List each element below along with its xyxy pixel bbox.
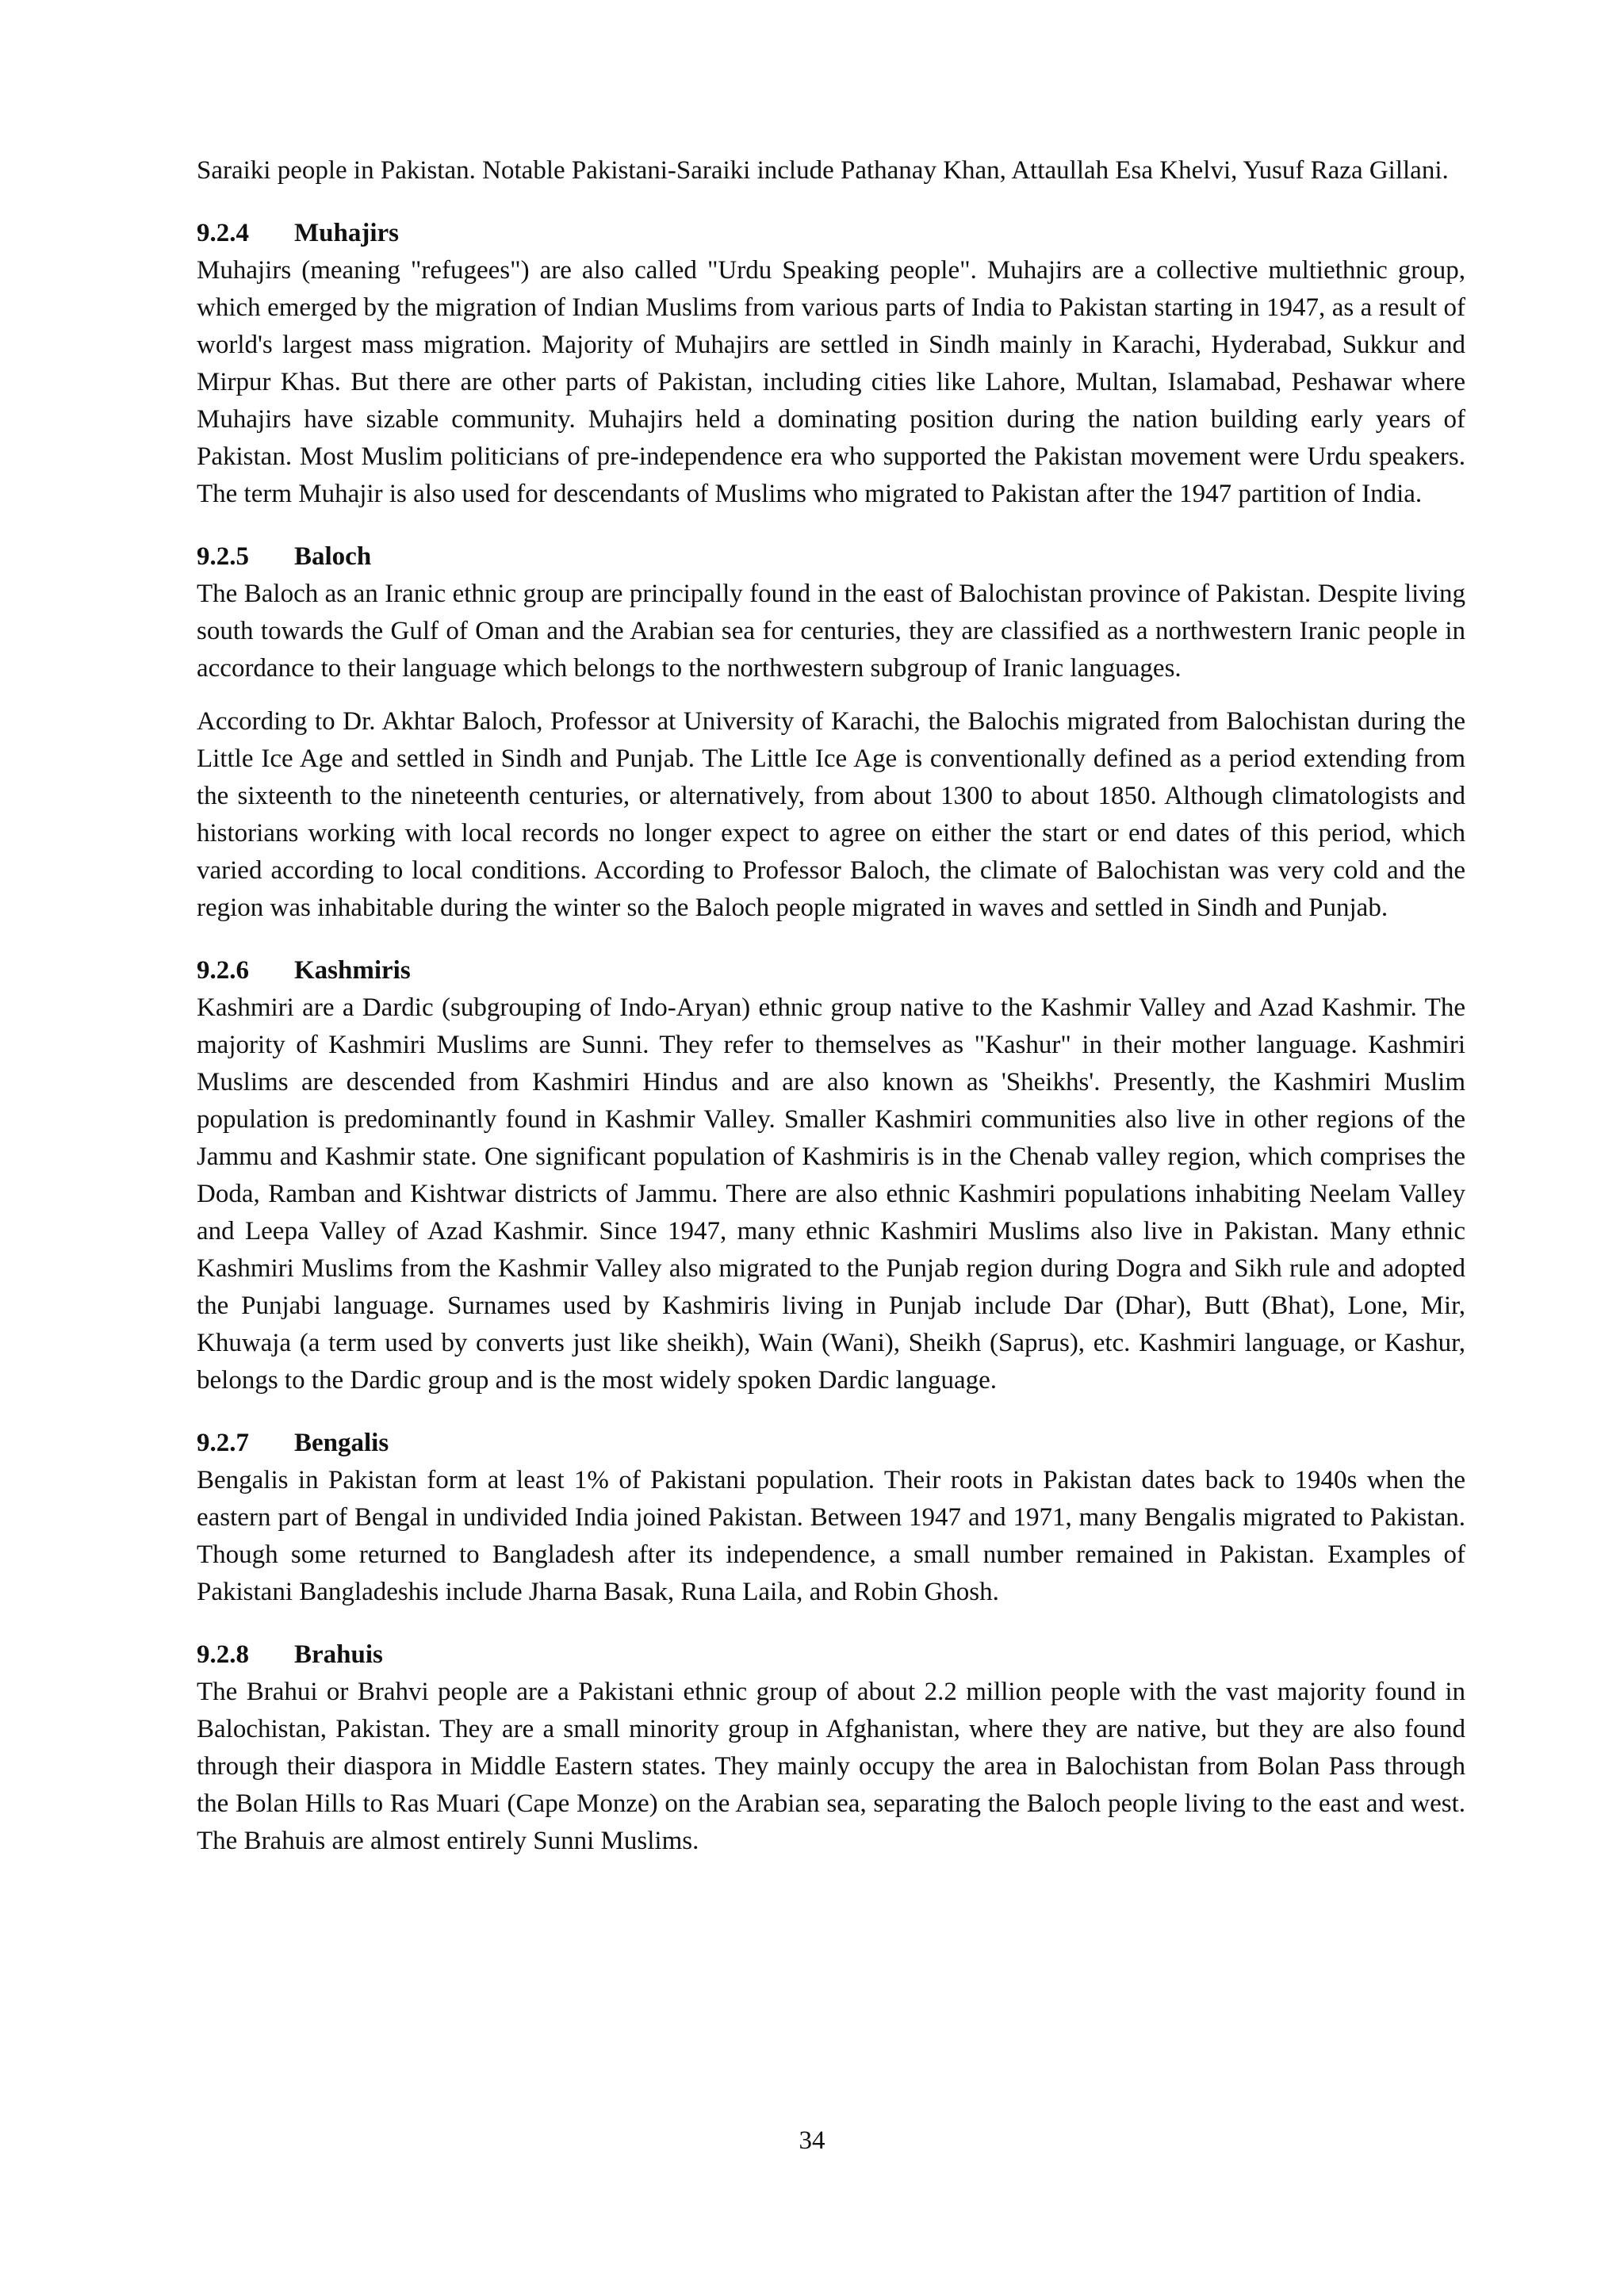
section-number: 9.2.8	[197, 1640, 249, 1669]
section-paragraph: Kashmiri are a Dardic (subgrouping of Indo-Aryan) ethnic group native to the Kashmir Valley and Azad Kashmir. The majority of Kashmiri Muslims are Sunni. They refer to themselves as "Kashur" in their mother language. Kashmiri Muslims are descended from Kashmiri Hindus and are also known as 'Sheikhs'. Presently, the Kashmiri Muslim population is predominantly found in Kashmir Valley. Smaller Kashmiri communities also live in other regions of the Jammu and Kashmir state. One significant population of Kashmiris is in the Chenab valley region, which comprises the Doda, Ramban and Kishtwar districts of Jammu. There are also ethnic Kashmiri populations inhabiting Neelam Valley and Leepa Valley of Azad Kashmir. Since 1947, many ethnic Kashmiri Muslims also live in Pakistan. Many ethnic Kashmiri Muslims from the Kashmir Valley also migrated to the Punjab region during Dogra and Sikh rule and adopted the Punjabi language. Surnames used by Kashmiris living in Punjab include Dar (Dhar), Butt (Bhat), Lone, Mir, Khuwaja (a term used by converts just like sheikh), Wain (Wani), Sheikh (Saprus), etc. Kashmiri language, or Kashur, belongs to the Dardic group and is the most widely spoken Dardic language.	[197, 993, 1465, 1395]
section-paragraph: According to Dr. Akhtar Baloch, Professor at University of Karachi, the Balochis migrated from Balochistan during the Little Ice Age and settled in Sindh and Punjab. The Little Ice Age is conventionally defined as a period extending from the sixteenth to the nineteenth centuries, or alternatively, from about 1300 to about 1850. Although climatologists and historians working with local records no longer expect to agree on either the start or end dates of this period, which varied according to local conditions. According to Professor Baloch, the climate of Balochistan was very cold and the region was inhabitable during the winter so the Baloch people migrated in waves and settled in Sindh and Punjab.	[197, 707, 1465, 922]
section-title: Kashmiris	[294, 956, 411, 985]
section-heading	[197, 538, 1465, 576]
section-kashmiris	[197, 952, 1465, 1399]
section-number: 9.2.6	[197, 956, 249, 985]
section-paragraph: The Brahui or Brahvi people are a Pakistani ethnic group of about 2.2 million people with the vast majority found in Balochistan, Pakistan. They are a small minority group in Afghanistan, where they are native, but they are also found through their diaspora in Middle Eastern states. They mainly occupy the area in Balochistan from Bolan Pass through the Bolan Hills to Ras Muari (Cape Monze) on the Arabian sea, separating the Baloch people living to the east and west. The Brahuis are almost entirely Sunni Muslims.	[197, 1678, 1465, 1855]
section-paragraph: Muhajirs (meaning "refugees") are also called "Urdu Speaking people". Muhajirs are a collective multiethnic group, which emerged by the migration of Indian Muslims from various parts of India to Pakistan starting in 1947, as a result of world's largest mass migration. Majority of Muhajirs are settled in Sindh mainly in Karachi, Hyderabad, Sukkur and Mirpur Khas. But there are other parts of Pakistan, including cities like Lahore, Multan, Islamabad, Peshawar where Muhajirs have sizable community. Muhajirs held a dominating position during the nation building early years of Pakistan. Most Muslim politicians of pre-independence era who supported the Pakistan movement were Urdu speakers. The term Muhajir is also used for descendants of Muslims who migrated to Pakistan after the 1947 partition of India.	[197, 256, 1465, 508]
page-number: 34	[799, 2126, 825, 2155]
section-muhajirs	[197, 215, 1465, 513]
section-title: Brahuis	[294, 1640, 383, 1669]
section-heading	[197, 215, 1465, 252]
section-bengalis	[197, 1425, 1465, 1611]
section-number: 9.2.7	[197, 1429, 249, 1457]
section-brahuis	[197, 1636, 1465, 1860]
section-paragraph: The Baloch as an Iranic ethnic group are principally found in the east of Balochistan province of Pakistan. Despite living south towards the Gulf of Oman and the Arabian sea for centuries, they are classified as a northwestern Iranic people in accordance to their language which belongs to the northwestern subgroup of Iranic languages.	[197, 580, 1465, 683]
section-heading	[197, 1636, 1465, 1674]
page-content	[197, 152, 1465, 1860]
section-number: 9.2.5	[197, 542, 249, 571]
section-title: Muhajirs	[294, 219, 399, 247]
opening-paragraph: Saraiki people in Pakistan. Notable Pakistani-Saraiki include Pathanay Khan, Attaullah Esa Khelvi, Yusuf Raza Gillani.	[197, 156, 1449, 185]
section-heading	[197, 952, 1465, 989]
section-baloch	[197, 538, 1465, 927]
section-paragraph: Bengalis in Pakistan form at least 1% of Pakistani population. Their roots in Pakistan dates back to 1940s when the eastern part of Bengal in undivided India joined Pakistan. Between 1947 and 1971, many Bengalis migrated to Pakistan. Though some returned to Bangladesh after its independence, a small number remained in Pakistan. Examples of Pakistani Bangladeshis include Jharna Basak, Runa Laila, and Robin Ghosh.	[197, 1466, 1465, 1606]
section-heading	[197, 1425, 1465, 1462]
section-title: Bengalis	[294, 1429, 389, 1457]
section-number: 9.2.4	[197, 219, 249, 247]
section-title: Baloch	[294, 542, 372, 571]
